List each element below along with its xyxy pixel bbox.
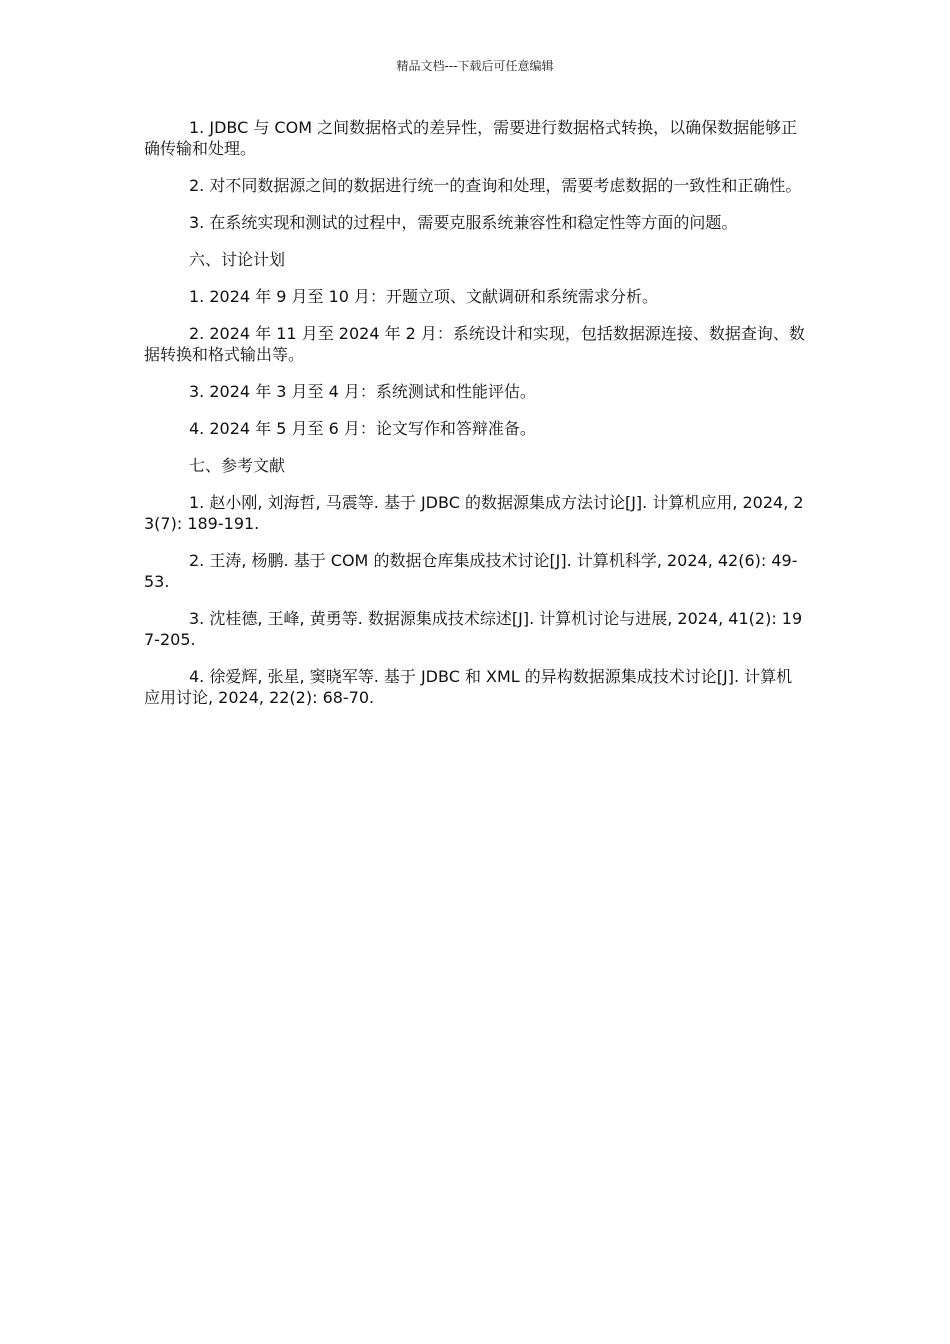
challenge-item-1: 1. JDBC 与 COM 之间数据格式的差异性，需要进行数据格式转换，以确保数据能够正确传输和处理。 — [144, 118, 798, 158]
plan-item-3: 3. 2024 年 3 月至 4 月：系统测试和性能评估。 — [189, 382, 536, 401]
plan-item-2: 2. 2024 年 11 月至 2024 年 2 月：系统设计和实现，包括数据源连接、数据查询、数据转换和格式输出等。 — [144, 324, 805, 364]
challenge-item-3: 3. 在系统实现和测试的过程中，需要克服系统兼容性和稳定性等方面的问题。 — [189, 213, 738, 232]
page-header: 精品文档---下载后可任意编辑 — [396, 59, 554, 73]
challenge-item-2: 2. 对不同数据源之间的数据进行统一的查询和处理，需要考虑数据的一致性和正确性。 — [189, 176, 802, 195]
reference-item-3: 3. 沈桂德, 王峰, 黄勇等. 数据源集成技术综述[J]. 计算机讨论与进展, 2024, 41(2): 197-205. — [144, 609, 803, 649]
plan-item-1: 1. 2024 年 9 月至 10 月：开题立项、文献调研和系统需求分析。 — [189, 287, 659, 306]
references-heading: 七、参考文献 — [189, 456, 286, 475]
document-body — [144, 117, 806, 724]
reference-item-1: 1. 赵小刚, 刘海哲, 马震等. 基于 JDBC 的数据源集成方法讨论[J]. 计算机应用, 2024, 23(7): 189-191. — [144, 493, 804, 533]
plan-heading: 六、讨论计划 — [189, 250, 286, 269]
reference-item-2: 2. 王涛, 杨鹏. 基于 COM 的数据仓库集成技术讨论[J]. 计算机科学, 2024, 42(6): 49-53. — [144, 551, 798, 591]
plan-item-4: 4. 2024 年 5 月至 6 月：论文写作和答辩准备。 — [189, 419, 536, 438]
reference-item-4: 4. 徐爱辉, 张星, 窦晓军等. 基于 JDBC 和 XML 的异构数据源集成技术讨论[J]. 计算机应用讨论, 2024, 22(2): 68-70. — [144, 667, 793, 707]
